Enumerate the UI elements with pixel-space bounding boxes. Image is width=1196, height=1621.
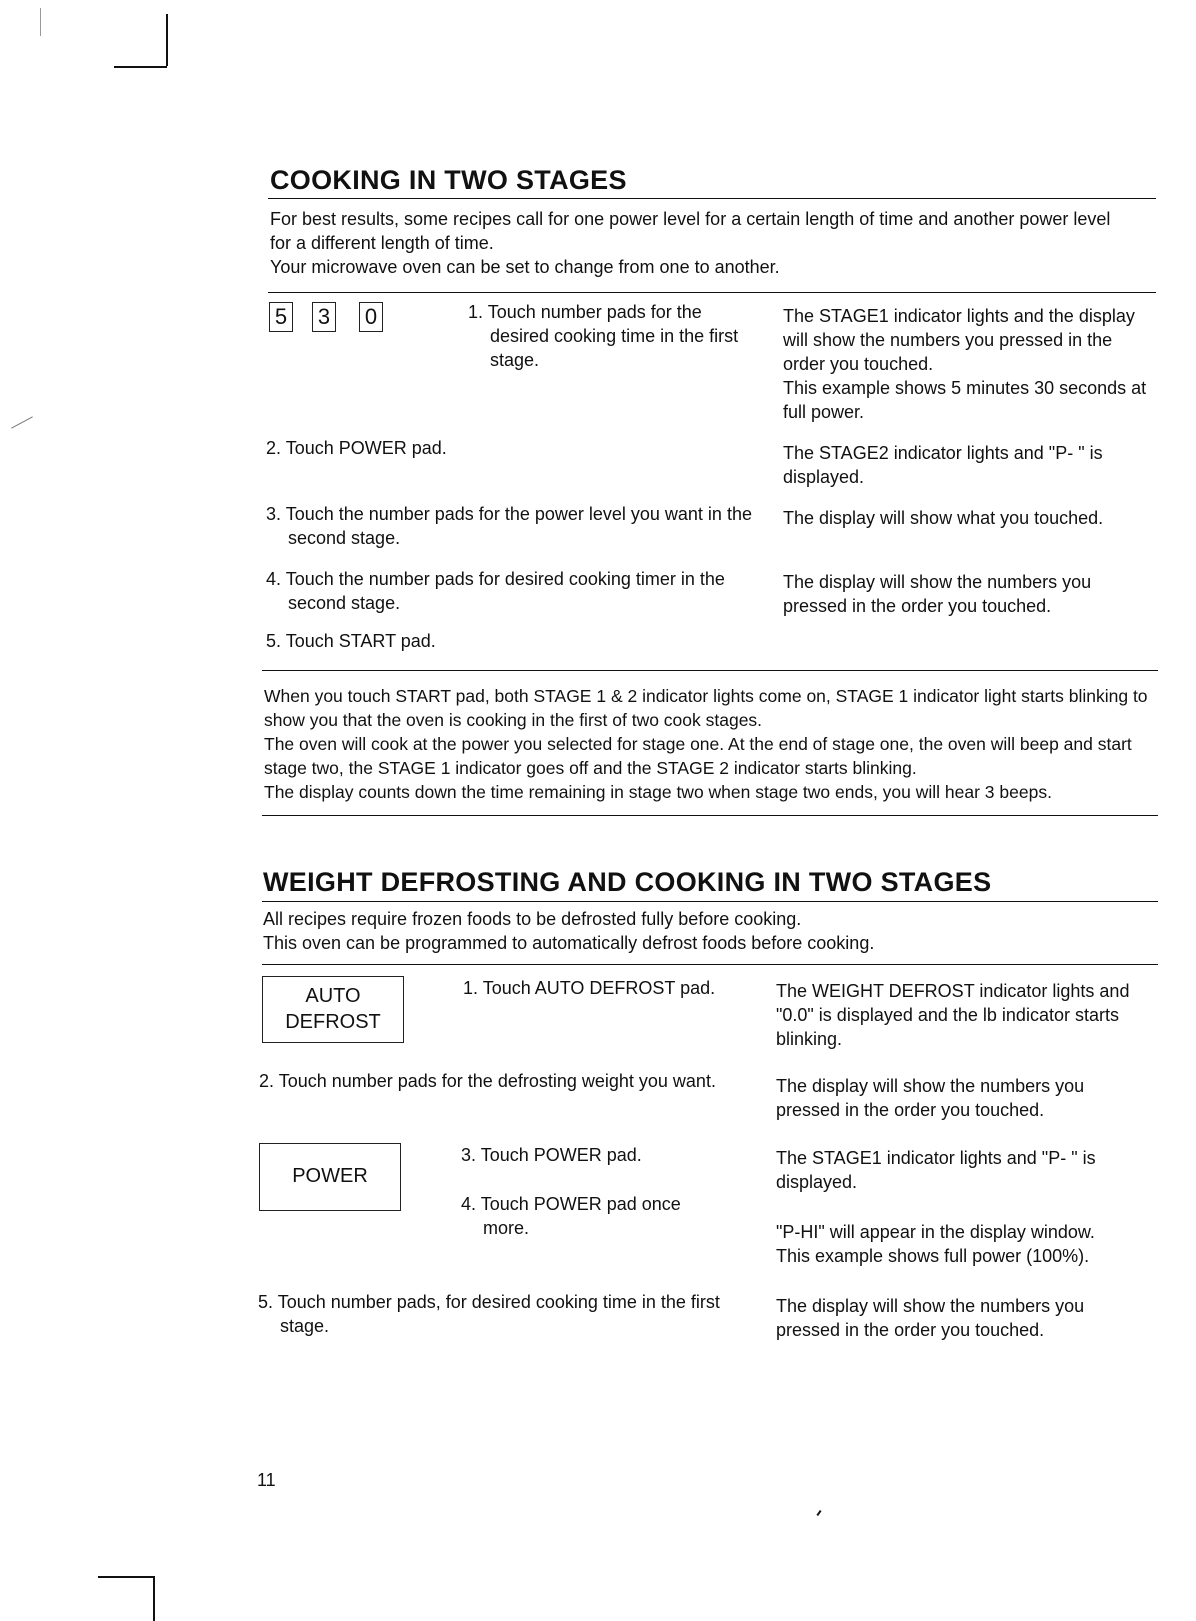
section2-title-rule [262,901,1158,902]
section2-step5-result: The display will show the numbers you pressed in the order you touched. [776,1296,1085,1340]
section1-note-line: When you touch START pad, both STAGE 1 & 2 indicator lights come on, STAGE 1 indicator light starts blinking to show you that the oven is cooking in the first of two cook stages. [264,686,1148,730]
page-number: 11 [257,1470,276,1490]
auto-defrost-pad-line1: AUTO [305,985,361,1007]
power-pad: POWER [259,1143,401,1211]
section1-note-line: The oven will cook at the power you selected for stage one. At the end of stage one, the oven will beep and start stage two, the STAGE 1 indicator goes off and the STAGE 2 indicator starts blinking. [264,734,1132,778]
section1-step5-action: 5. Touch START pad. [266,631,436,651]
section1-intro [270,207,1130,279]
section2-step3-action: 3. Touch POWER pad. [461,1145,642,1165]
section1-step2-action: 2. Touch POWER pad. [266,438,447,458]
section1-note [264,684,1148,804]
section1-intro-line: Your microwave oven can be set to change from one to another. [270,257,780,277]
section1-step3-action: 3. Touch the number pads for the power level you want in the second stage. [266,504,752,548]
section1-step2-result: The STAGE2 indicator lights and "P- " is displayed. [783,443,1103,487]
section2-step4-result: "P-HI" will appear in the display window. This example shows full power (100%). [776,1222,1095,1266]
section2-intro-line: All recipes require frozen foods to be defrosted fully before cooking. [263,909,802,929]
section2-intro [263,907,1143,955]
scan-speck [11,416,33,428]
section2-step1-action: 1. Touch AUTO DEFROST pad. [463,978,716,998]
section1-step3-result: The display will show what you touched. [783,508,1104,528]
crop-mark-horizontal [114,66,167,68]
number-pad-0: 0 [359,302,383,332]
crop-mark-vertical [166,14,168,66]
auto-defrost-pad [262,976,404,1043]
section2-step5-action: 5. Touch number pads, for desired cooking time in the first stage. [258,1292,720,1336]
section2-intro-line: This oven can be programmed to automatically defrost foods before cooking. [263,933,875,953]
number-pad-3: 3 [312,302,336,332]
section2-step1-result: The WEIGHT DEFROST indicator lights and "0.0" is displayed and the lb indicator starts blinking. [776,981,1130,1049]
section2-intro-rule [262,964,1158,965]
auto-defrost-pad-line2: DEFROST [285,1011,381,1033]
section2-title: WEIGHT DEFROSTING AND COOKING IN TWO STAGES [263,867,992,897]
section2-step2-result: The display will show the numbers you pressed in the order you touched. [776,1076,1085,1120]
section1-step1-result: The STAGE1 indicator lights and the display will show the numbers you pressed in the order you touched. This example shows 5 minutes 30 seconds at full power. [783,306,1147,422]
bottom-crop-mark-horizontal [98,1576,154,1578]
number-pad-5: 5 [269,302,293,332]
section1-step4-result: The display will show the numbers you pressed in the order you touched. [783,572,1092,616]
section1-intro-line: For best results, some recipes call for one power level for a certain length of time and another power level for a different length of time. [270,209,1111,253]
section2-step4-action: 4. Touch POWER pad once more. [461,1194,681,1238]
section1-note-top-rule [262,670,1158,671]
bottom-crop-mark-vertical [153,1576,155,1621]
section1-note-line: The display counts down the time remaining in stage two when stage two ends, you will hear 3 beeps. [264,782,1052,802]
section1-step1-action: 1. Touch number pads for the desired cooking time in the first stage. [468,302,739,370]
section2-step2-action: 2. Touch number pads for the defrosting weight you want. [259,1071,716,1091]
section1-step4-action: 4. Touch the number pads for desired cooking timer in the second stage. [266,569,725,613]
section1-intro-rule [268,292,1156,293]
scan-tick [816,1510,821,1516]
section1-title: COOKING IN TWO STAGES [270,165,627,195]
section1-note-bottom-rule [262,815,1158,816]
section2-step3-result: The STAGE1 indicator lights and "P- " is displayed. [776,1148,1096,1192]
scan-dots [40,8,41,36]
section1-title-rule [268,198,1156,199]
